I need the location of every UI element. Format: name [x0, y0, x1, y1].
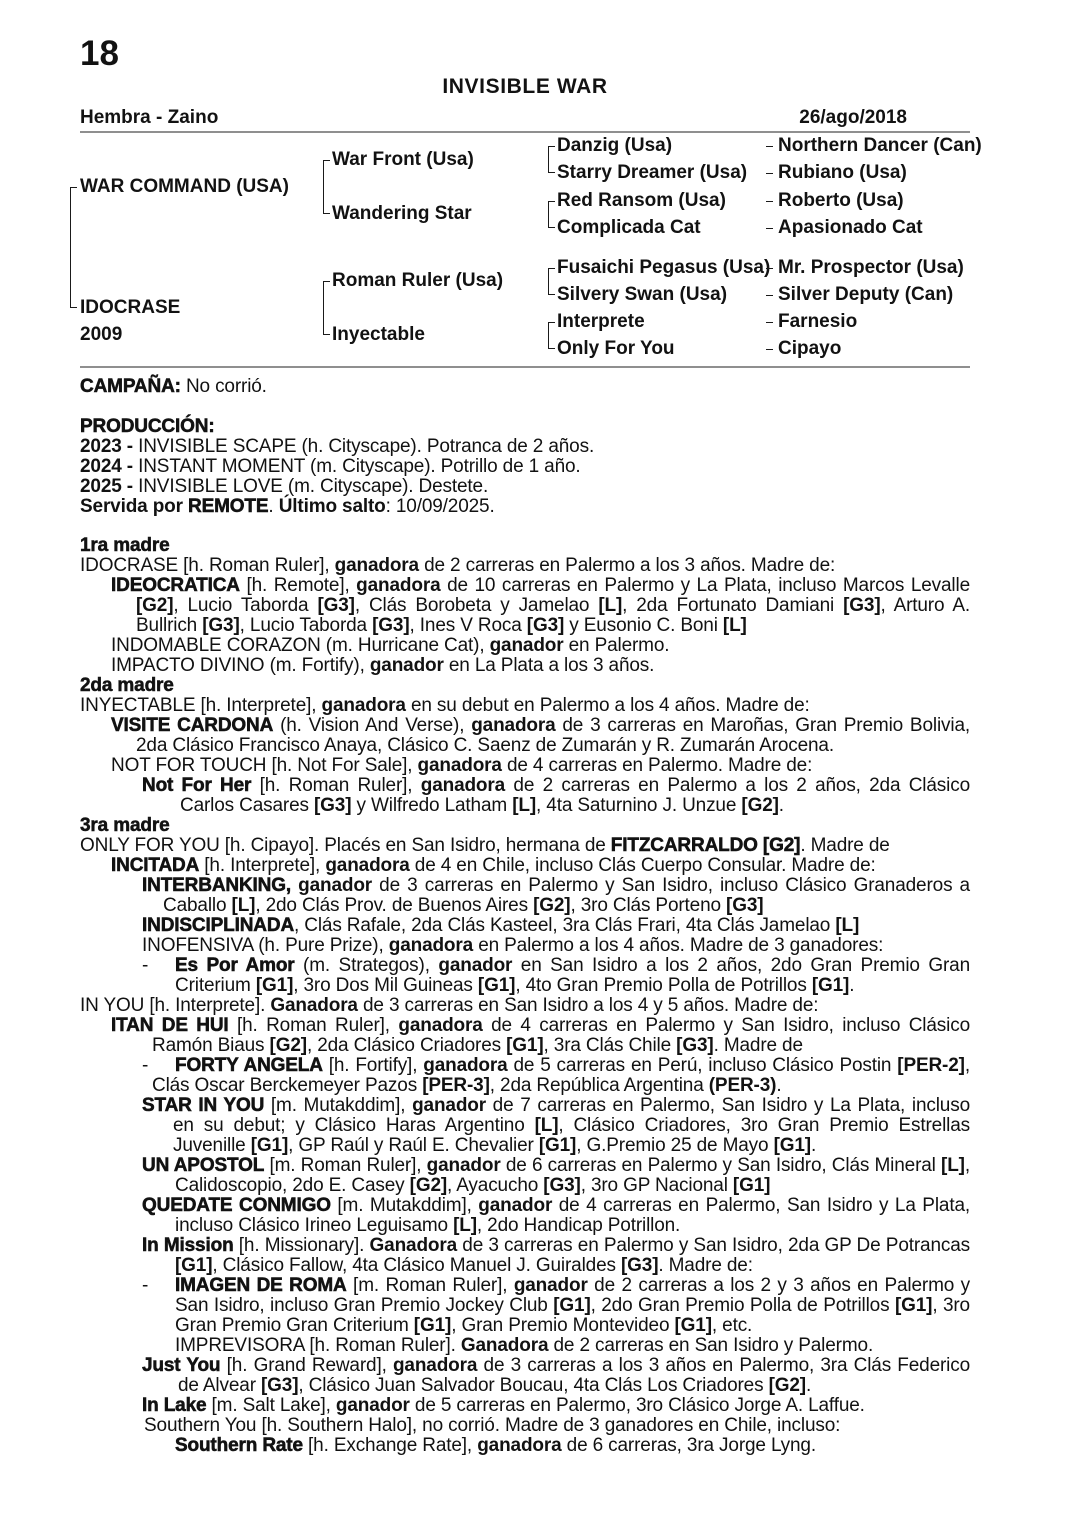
- text-segment: [m. Mutakddim],: [264, 1095, 413, 1116]
- page-number: 18: [80, 34, 119, 73]
- text-segment: , 3ro Clás Porteno: [570, 895, 727, 916]
- pedigree-name: Red Ransom (Usa): [557, 190, 726, 211]
- pedigree-paragraph: [80, 1096, 970, 1156]
- text-segment: [G3]: [843, 595, 881, 616]
- text-segment: [G2]: [269, 1035, 307, 1056]
- pedigree-bracket: [323, 281, 330, 335]
- text-segment: en La Plata a los 3 años.: [443, 655, 655, 676]
- pedigree-paragraph: [80, 996, 970, 1016]
- text-segment: , 2da Clásico Criadores: [306, 1035, 507, 1056]
- text-segment: FITZCARRALDO [G2]: [610, 835, 801, 856]
- pedigree-dash: [766, 146, 773, 147]
- text-segment: ganadora: [388, 935, 474, 956]
- text-segment: [h. Roman Ruler],: [251, 775, 421, 796]
- madre-heading: 2da madre: [80, 675, 174, 696]
- pedigree-paragraph: [80, 1196, 970, 1236]
- text-segment: de 5 carreras en Palermo, 3ro Clásico Jorge A. Laffue.: [409, 1395, 865, 1416]
- pedigree-paragraph: [80, 1356, 970, 1396]
- text-segment: ganadora: [398, 1015, 483, 1036]
- text-segment: ganadora: [356, 575, 441, 596]
- text-segment: ganador: [513, 1275, 588, 1296]
- pedigree-name: IDOCRASE: [80, 297, 181, 318]
- production-entry: [80, 437, 970, 457]
- production-entry: [80, 457, 970, 477]
- text-segment: [L]: [941, 1155, 965, 1176]
- text-segment: [G1]: [175, 1255, 213, 1276]
- text-segment: ITAN DE HUI: [111, 1015, 229, 1036]
- text-segment: [G3]: [313, 795, 352, 816]
- text-segment: ganadora: [325, 855, 410, 876]
- dash-bullet: -: [142, 1055, 149, 1076]
- text-segment: INTERBANKING,: [142, 875, 291, 896]
- pedigree-paragraph: [80, 1016, 970, 1056]
- text-segment: en San Isidro a los 2 años, 2do Gran Premio Gran Criterium: [175, 955, 971, 996]
- text-segment: [G1]: [477, 975, 516, 996]
- pedigree-name: Starry Dreamer (Usa): [557, 162, 748, 183]
- pedigree-paragraph: [80, 716, 970, 756]
- pedigree-paragraph: [80, 876, 970, 916]
- text-segment: ganadora: [392, 1355, 478, 1376]
- text-segment: de 4 en Chile, incluso Clás Cuerpo Consular. Madre de:: [409, 855, 876, 876]
- text-segment: de 3 carreras en San Isidro a los 4 y 5 años. Madre de:: [357, 995, 819, 1016]
- text-segment: Not For Her: [142, 775, 252, 796]
- text-segment: , Clás Oscar Berckemeyer Pazos: [152, 1055, 970, 1096]
- text-segment: [G2]: [136, 595, 174, 616]
- text-segment: , Ines V Roca: [409, 615, 527, 636]
- text-segment: . Madre de: [800, 835, 890, 856]
- pedigree-paragraph: [80, 1156, 970, 1196]
- text-segment: [PER-2]: [897, 1055, 965, 1076]
- text-segment: IMPREVISORA [h. Roman Ruler].: [175, 1335, 461, 1356]
- pedigree-name: Northern Dancer (Can): [778, 135, 982, 156]
- text-segment: , Lucio Taborda: [239, 615, 373, 636]
- text-segment: de 10 carreras en Palermo y La Plata, incluso Marcos Levalle: [440, 575, 970, 596]
- text-segment: de 4 carreras en Palermo y San Isidro, incluso Clásico Ramón Biaus: [152, 1015, 970, 1056]
- pedigree-dash: [766, 201, 773, 202]
- text-segment: 2023 -: [80, 436, 139, 457]
- pedigree-name: Silver Deputy (Can): [778, 284, 954, 305]
- text-segment: [G1]: [413, 1315, 452, 1336]
- text-segment: [G3]: [202, 615, 240, 636]
- text-segment: (h. Vision And Verse),: [273, 715, 472, 736]
- text-segment: , 2do Gran Premio Polla de Potrillos: [590, 1295, 895, 1316]
- text-segment: de 6 carreras, 3ra Jorge Lyng.: [561, 1435, 816, 1456]
- text-segment: INCITADA: [111, 855, 200, 876]
- text-segment: : 10/09/2025.: [385, 496, 495, 517]
- text-segment: IMAGEN DE ROMA: [175, 1275, 347, 1296]
- text-segment: ganador: [489, 635, 564, 656]
- text-segment: de 4 carreras en Palermo. Madre de:: [501, 755, 813, 776]
- text-segment: Es Por Amor: [175, 955, 295, 976]
- pedigree-name: Fusaichi Pegasus (Usa): [557, 257, 771, 278]
- text-segment: ganador: [478, 1195, 553, 1216]
- pedigree-paragraph: [80, 1336, 970, 1356]
- text-segment: y Wilfredo Latham: [351, 795, 513, 816]
- campaign-line: [80, 377, 970, 397]
- text-segment: ganador: [426, 1155, 501, 1176]
- text-segment: , Clás Rafale, 2da Clás Kasteel, 3ra Clás Frari, 4ta Clás Jamelao: [294, 915, 836, 936]
- pedigree-bracket: [548, 146, 555, 173]
- text-segment: de 2 carreras en Palermo a los 2 años, 2da Clásico Carlos Casares: [180, 775, 970, 816]
- pedigree-name: Danzig (Usa): [557, 135, 673, 156]
- pedigree-name: Farnesio: [778, 311, 858, 332]
- pedigree-name: Mr. Prospector (Usa): [778, 257, 964, 278]
- pedigree-name: Rubiano (Usa): [778, 162, 907, 183]
- text-segment: INSTANT MOMENT (m. Cityscape). Potrillo de 1 año.: [138, 456, 581, 477]
- text-segment: [G1]: [894, 1295, 933, 1316]
- campaign-value: No corrió.: [180, 376, 267, 397]
- text-segment: ganadora: [471, 715, 556, 736]
- pedigree-name: Roberto (Usa): [778, 190, 904, 211]
- pedigree-bracket: [548, 201, 555, 228]
- text-segment: , 3ro Dos Mil Guineas: [293, 975, 478, 996]
- text-segment: [G1]: [674, 1315, 712, 1336]
- text-segment: en su debut en Palermo a los 4 años. Madre de:: [405, 695, 810, 716]
- text-segment: NOT FOR TOUCH [h. Not For Sale],: [111, 755, 418, 776]
- text-segment: , Calidoscopio, 2do E. Casey: [175, 1155, 970, 1196]
- text-segment: [L]: [512, 795, 537, 816]
- text-segment: IDOCRASE [h. Roman Ruler],: [80, 555, 335, 576]
- text-segment: ganador: [412, 1095, 486, 1116]
- text-segment: , Arturo A. Bullrich: [136, 595, 970, 636]
- pedigree-dash: [766, 295, 773, 296]
- text-segment: [G2]: [409, 1175, 448, 1196]
- text-segment: [m. Roman Ruler],: [264, 1155, 427, 1176]
- text-segment: ONLY FOR YOU [h. Cipayo]. Placés en San Isidro, hermana de: [80, 835, 611, 856]
- text-segment: REMOTE: [188, 496, 269, 517]
- pedigree-paragraph: [80, 636, 970, 656]
- pedigree-name: WAR COMMAND (USA): [80, 176, 289, 197]
- pedigree-dash: [766, 322, 773, 323]
- text-segment: ganadora: [321, 695, 406, 716]
- production-entry: [80, 477, 970, 497]
- pedigree-name: Wandering Star: [332, 203, 472, 224]
- text-segment: [G3]: [726, 895, 764, 916]
- text-segment: , Clásico Fallow, 4ta Clásico Manuel J. Guiraldes: [212, 1255, 621, 1276]
- text-segment: [G1]: [506, 1035, 544, 1056]
- text-segment: INDISCIPLINADA: [142, 915, 295, 936]
- text-segment: ganadora: [334, 555, 419, 576]
- text-segment: IMPACTO DIVINO (m. Fortify),: [111, 655, 370, 676]
- production-heading: PRODUCCIÓN:: [80, 416, 215, 437]
- pedigree-name: Only For You: [557, 338, 675, 359]
- text-segment: [G1]: [773, 1135, 811, 1156]
- text-segment: , 3ro GP Nacional: [580, 1175, 733, 1196]
- text-segment: .: [776, 1075, 782, 1096]
- text-segment: Southern You [h. Southern Halo], no corrió. Madre de 3 ganadores en Chile, incluso:: [144, 1415, 841, 1436]
- text-segment: [G1]: [255, 975, 294, 996]
- text-segment: [G3]: [620, 1255, 659, 1276]
- pedigree-dash: [766, 228, 773, 229]
- text-segment: ganadora: [420, 775, 506, 796]
- text-segment: [h. Remote],: [239, 575, 357, 596]
- text-segment: INYECTABLE [h. Interprete],: [80, 695, 322, 716]
- dash-bullet: -: [142, 955, 149, 976]
- pedigree-bracket: [548, 322, 555, 349]
- text-segment: [G1]: [538, 1135, 577, 1156]
- text-segment: [L]: [835, 915, 860, 936]
- text-segment: , Lucio Taborda: [173, 595, 318, 616]
- text-segment: en Palermo.: [563, 635, 670, 656]
- production-entry: [80, 497, 970, 517]
- text-segment: (m. Strategos),: [294, 955, 439, 976]
- text-segment: [h. Grand Reward],: [220, 1355, 393, 1376]
- text-segment: de 2 carreras en San Isidro y Palermo.: [548, 1335, 874, 1356]
- text-segment: INOFENSIVA (h. Pure Prize),: [142, 935, 389, 956]
- text-segment: ganador: [335, 1395, 410, 1416]
- text-segment: . Madre de: [713, 1035, 803, 1056]
- text-segment: [PER-3]: [422, 1075, 490, 1096]
- madre-sections: [80, 536, 970, 1456]
- text-segment: FORTY ANGELA: [175, 1055, 323, 1076]
- campaign-label: CAMPAÑA:: [80, 376, 181, 397]
- pedigree-name: Silvery Swan (Usa): [557, 284, 728, 305]
- text-segment: , 2da República Argentina: [489, 1075, 709, 1096]
- text-segment: ganadora: [477, 1435, 562, 1456]
- pedigree-paragraph: [80, 916, 970, 936]
- text-segment: .: [268, 496, 279, 517]
- text-segment: .: [849, 975, 855, 996]
- text-segment: [m. Mutakddim],: [330, 1195, 479, 1216]
- mid-rule: [80, 366, 970, 368]
- text-segment: ganador: [438, 955, 513, 976]
- text-segment: .: [810, 1135, 817, 1156]
- pedigree-paragraph: [80, 756, 970, 776]
- text-segment: [L]: [598, 595, 623, 616]
- text-segment: Southern Rate: [175, 1435, 303, 1456]
- pedigree-dash: [766, 173, 773, 174]
- pedigree-name: Complicada Cat: [557, 217, 701, 238]
- birth-date: 26/ago/2018: [799, 107, 907, 128]
- text-segment: [G1]: [553, 1295, 591, 1316]
- text-segment: [h. Fortify],: [322, 1055, 424, 1076]
- text-segment: .: [805, 1375, 812, 1396]
- text-segment: 2025 -: [80, 476, 139, 497]
- pedigree-bracket: [323, 160, 330, 214]
- pedigree-paragraph: [80, 576, 970, 636]
- pedigree-paragraph: [80, 776, 970, 816]
- text-segment: de 2 carreras a los 2 y 3 años en Palermo y San Isidro, incluso Gran Premio Jockey Club: [175, 1275, 970, 1316]
- pedigree-paragraph: [80, 1416, 970, 1436]
- text-segment: [G2]: [741, 795, 779, 816]
- text-segment: In Lake: [142, 1395, 207, 1416]
- pedigree-paragraph: [80, 936, 970, 956]
- text-segment: , 2do Handicap Potrillon.: [476, 1215, 681, 1236]
- text-segment: , 3ra Clás Chile: [543, 1035, 677, 1056]
- pedigree-bracket: [70, 187, 77, 308]
- text-segment: de 4 carreras en Palermo, San Isidro y La Plata, incluso Clásico Irineo Leguisamo: [175, 1195, 970, 1236]
- pedigree-paragraph: [80, 1056, 970, 1096]
- pedigree-paragraph: [80, 856, 970, 876]
- pedigree-name: Inyectable: [332, 324, 425, 345]
- text-segment: de 7 carreras en Palermo, San Isidro y La Plata, incluso en su debut; y Clásico Haras Argentino: [173, 1095, 970, 1136]
- text-segment: de 3 carreras a los 3 años en Palermo, 3ra Clás Federico de Alvear: [178, 1355, 971, 1396]
- page-title: INVISIBLE WAR: [442, 75, 608, 98]
- pedigree-bracket: [548, 268, 555, 295]
- pedigree-paragraph: [80, 956, 970, 996]
- text-segment: de 3 carreras en Palermo y San Isidro, incluso Clásico Granaderos a Caballo: [163, 875, 970, 916]
- text-segment: [L]: [722, 615, 747, 636]
- text-segment: y Eusonio C. Boni: [564, 615, 723, 636]
- text-segment: IN YOU [h. Interprete].: [80, 995, 271, 1016]
- text-segment: [L]: [534, 1115, 559, 1136]
- text-segment: [h. Exchange Rate],: [302, 1435, 478, 1456]
- text-segment: [G3]: [526, 615, 565, 636]
- text-segment: QUEDATE CONMIGO: [142, 1195, 331, 1216]
- text-segment: , G.Premio 25 de Mayo: [576, 1135, 774, 1156]
- text-segment: [L]: [453, 1215, 477, 1236]
- text-segment: Ganadora: [460, 1335, 549, 1356]
- text-segment: Ganadora: [369, 1235, 458, 1256]
- text-segment: [h. Interprete],: [199, 855, 326, 876]
- text-segment: , etc.: [711, 1315, 753, 1336]
- text-segment: [G3]: [372, 615, 410, 636]
- text-segment: en Palermo a los 4 años. Madre de 3 ganadores:: [473, 935, 884, 956]
- text-segment: [G3]: [543, 1175, 581, 1196]
- text-segment: VISITE CARDONA: [111, 715, 274, 736]
- text-segment: , Gran Premio Montevideo: [451, 1315, 675, 1336]
- text-segment: [h. Roman Ruler],: [228, 1015, 399, 1036]
- text-segment: , Clásico Criadores, 3ro Gran Premio Estrellas Juvenille: [173, 1115, 970, 1156]
- pedigree-dash: [766, 268, 773, 269]
- text-segment: , GP Raúl y Raúl E. Chevalier: [288, 1135, 539, 1156]
- text-segment: , 2do Clás Prov. de Buenos Aires: [255, 895, 534, 916]
- text-segment: ganador: [298, 875, 373, 896]
- text-segment: Ganadora: [270, 995, 358, 1016]
- text-segment: [m. Salt Lake],: [206, 1395, 336, 1416]
- pedigree-name: Interprete: [557, 311, 645, 332]
- sex-coat-label: Hembra - Zaino: [80, 107, 219, 128]
- pedigree-name: 2009: [80, 324, 123, 345]
- text-segment: [G3]: [261, 1375, 299, 1396]
- text-segment: de 3 carreras en Maroñas, Gran Premio Bolivia, 2da Clásico Francisco Anaya, Clásico C. Saenz de Zumarán y R. Zumarán Arocena.: [136, 715, 970, 756]
- text-segment: .: [778, 795, 784, 816]
- text-segment: [G3]: [317, 595, 355, 616]
- pedigree-name: Apasionado Cat: [778, 217, 923, 238]
- text-segment: de 6 carreras en Palermo y San Isidro, Clás Mineral: [500, 1155, 942, 1176]
- text-segment: de 3 carreras en Palermo y San Isidro, 2da GP De Potrancas: [457, 1235, 970, 1256]
- text-segment: de 5 carreras en Perú, incluso Clásico Postin: [507, 1055, 898, 1076]
- text-segment: , 3ro Gran Premio Gran Criterium: [175, 1295, 970, 1336]
- text-segment: , Clás Borobeta y Jamelao: [354, 595, 599, 616]
- pedigree-paragraph: [80, 556, 970, 576]
- text-segment: , Clásico Juan Salvador Boucau, 4ta Clás Los Criadores: [298, 1375, 769, 1396]
- text-segment: (PER-3): [708, 1075, 777, 1096]
- text-segment: [G1]: [811, 975, 850, 996]
- text-segment: ganador: [369, 655, 444, 676]
- madre-heading: 1ra madre: [80, 535, 170, 556]
- pedigree-name: Roman Ruler (Usa): [332, 270, 504, 291]
- text-segment: 2024 -: [80, 456, 139, 477]
- production-entries: [80, 437, 970, 517]
- text-segment: ganadora: [423, 1055, 508, 1076]
- pedigree-paragraph: [80, 836, 970, 856]
- text-segment: [h. Missionary].: [233, 1235, 370, 1256]
- text-segment: , Ayacucho: [447, 1175, 544, 1196]
- pedigree-paragraph: [80, 1396, 970, 1416]
- text-segment: Último salto: [278, 496, 386, 517]
- text-segment: [G2]: [768, 1375, 806, 1396]
- text-segment: Servida por: [80, 496, 189, 517]
- pedigree-paragraph: [80, 1436, 970, 1456]
- text-segment: [m. Roman Ruler],: [346, 1275, 514, 1296]
- text-segment: UN APOSTOL: [142, 1155, 265, 1176]
- pedigree-paragraph: [80, 1236, 970, 1276]
- text-segment: , 2da Fortunato Damiani: [622, 595, 844, 616]
- text-segment: IDEOCRATICA: [111, 575, 240, 596]
- text-segment: INDOMABLE CORAZON (m. Hurricane Cat),: [111, 635, 490, 656]
- pedigree-dash: [766, 349, 773, 350]
- text-segment: STAR IN YOU: [142, 1095, 265, 1116]
- pedigree-paragraph: [80, 656, 970, 676]
- text-segment: ganadora: [417, 755, 502, 776]
- text-segment: Just You: [142, 1355, 221, 1376]
- text-segment: [G1]: [732, 1175, 771, 1196]
- text-segment: [G1]: [250, 1135, 289, 1156]
- text-segment: , 4ta Saturnino J. Unzue: [536, 795, 742, 816]
- text-segment: INVISIBLE SCAPE (h. Cityscape). Potranca de 2 años.: [138, 436, 595, 457]
- dash-bullet: -: [142, 1275, 149, 1296]
- pedigree-paragraph: [80, 1276, 970, 1336]
- pedigree-paragraph: [80, 696, 970, 716]
- text-segment: , 4to Gran Premio Polla de Potrillos: [515, 975, 812, 996]
- text-segment: [L]: [231, 895, 256, 916]
- madre-heading: 3ra madre: [80, 815, 170, 836]
- text-segment: [G3]: [676, 1035, 714, 1056]
- pedigree-name: War Front (Usa): [332, 149, 474, 170]
- text-segment: de 2 carreras en Palermo a los 3 años. Madre de:: [418, 555, 836, 576]
- top-rule: [80, 131, 970, 133]
- production-block: [80, 417, 970, 517]
- text-segment: [G2]: [533, 895, 571, 916]
- text-segment: In Mission: [142, 1235, 234, 1256]
- text-segment: . Madre de:: [658, 1255, 753, 1276]
- text-segment: INVISIBLE LOVE (m. Cityscape). Destete.: [138, 476, 489, 497]
- pedigree-name: Cipayo: [778, 338, 842, 359]
